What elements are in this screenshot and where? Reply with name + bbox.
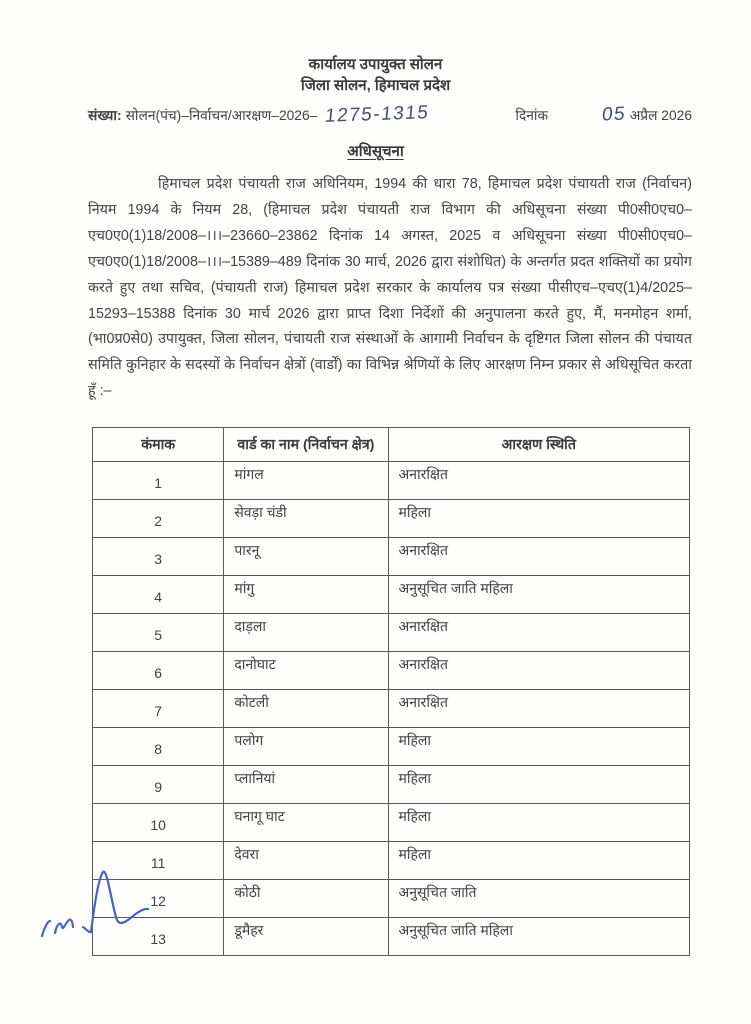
- printed-date: अप्रैल 2026: [629, 108, 692, 123]
- cell-serial: 2: [93, 500, 224, 538]
- cell-serial: 1: [93, 462, 224, 500]
- handwritten-dispatch-number: 1275-1315: [324, 102, 431, 127]
- cell-reservation: महिला: [388, 842, 690, 880]
- cell-reservation: अनुसूचित जाति: [388, 880, 690, 918]
- notification-body-paragraph: हिमाचल प्रदेश पंचायती राज अधिनियम, 1994 की धारा 78, हिमाचल प्रदेश पंचायती राज (निर्वाचन) नियम 1994 के नियम 28, (हिमाचल प्रदेश पंचायती राज विभाग की अधिसूचना संख्या पी0सी0एच0–एच0ए0(1)18/2008–।।।–23660–23862 दिनांक 14 अगस्त, 2025 व अधिसूचना संख्या पी0सी0एच0–एच0ए0(1)18/2008–।।।–15389–489 दिनांक 30 मार्च, 2026 द्वारा संशोधित) के अन्तर्गत प्रदत शक्तियों का प्रयोग करते हुए तथा सचिव, (पंचायती राज) हिमाचल प्रदेश सरकार के कार्यालय पत्र संख्या पीसीएच–एचए(1)4/2025–15293–15388 दिनांक 30 मार्च 2026 द्वारा प्राप्त दिशा निर्देशों की अनुपालना करते हुए, मैं, मनमोहन शर्मा, (भा0प्र0से0) उपायुक्त, जिला सोलन, पंचायती राज संस्थाओं के आगामी निर्वाचन के दृष्टिगत जिला सोलन की पंचायत समिति कुनिहार के सदस्यों के निर्वाचन क्षेत्रों (वार्डों) का विभिन्न श्रेणियों के लिए आरक्षण निम्न प्रकार से अधिसूचित करता हूँ :–: [88, 176, 692, 400]
- header-serial: कंमाक: [93, 428, 224, 462]
- table-row: [93, 576, 690, 614]
- signature-icon: [36, 866, 186, 958]
- cell-ward: पलोग: [224, 728, 388, 766]
- cell-serial: 12: [93, 880, 224, 918]
- office-name: कार्यालय उपायुक्त सोलन: [308, 56, 443, 73]
- cell-reservation: महिला: [388, 804, 690, 842]
- cell-serial: 4: [93, 576, 224, 614]
- cell-ward: मांगु: [224, 576, 388, 614]
- cell-ward: घनागू घाट: [224, 804, 388, 842]
- cell-serial: 7: [93, 690, 224, 728]
- table-row: [93, 538, 690, 576]
- cell-reservation: अनारक्षित: [388, 652, 690, 690]
- cell-serial: 11: [93, 842, 224, 880]
- cell-ward: कोटली: [224, 690, 388, 728]
- table-row: [93, 690, 690, 728]
- header-reservation-status: आरक्षण स्थिति: [388, 428, 690, 462]
- cell-serial: 3: [93, 538, 224, 576]
- notification-title: अधिसूचना: [347, 143, 404, 160]
- table-row: [93, 804, 690, 842]
- table-header: [93, 428, 690, 462]
- cell-serial: 9: [93, 766, 224, 804]
- cell-ward: देवरा: [224, 842, 388, 880]
- reference-number-label: संख्या:: [88, 108, 122, 123]
- table-row: [93, 614, 690, 652]
- cell-ward: पारनू: [224, 538, 388, 576]
- cell-reservation: महिला: [388, 500, 690, 538]
- office-header: [0, 54, 751, 96]
- cell-serial: 13: [93, 918, 224, 956]
- reference-number-text: सोलन(पंच)–निर्वाचन/आरक्षण–2026–: [125, 108, 318, 123]
- table-row: [93, 462, 690, 500]
- date-label: दिनांक: [515, 108, 549, 123]
- cell-ward: कोठी: [224, 880, 388, 918]
- table-row: [93, 500, 690, 538]
- cell-reservation: अनारक्षित: [388, 462, 690, 500]
- cell-reservation: अनुसूचित जाति महिला: [388, 576, 690, 614]
- blue-ink-signature: [36, 866, 186, 958]
- table-row: [93, 652, 690, 690]
- cell-serial: 6: [93, 652, 224, 690]
- cell-ward: दाड़ला: [224, 614, 388, 652]
- table-row: [93, 766, 690, 804]
- handwritten-day: 05: [600, 103, 627, 126]
- office-location: जिला सोलन, हिमाचल प्रदेश: [300, 77, 451, 94]
- cell-ward: सेवड़ा चंडी: [224, 500, 388, 538]
- cell-reservation: अनुसूचित जाति महिला: [388, 918, 690, 956]
- cell-serial: 5: [93, 614, 224, 652]
- cell-serial: 10: [93, 804, 224, 842]
- cell-ward: प्लानियां: [224, 766, 388, 804]
- table-header-row: [93, 428, 690, 462]
- cell-reservation: अनारक्षित: [388, 690, 690, 728]
- cell-ward: मांगल: [224, 462, 388, 500]
- reference-line: [88, 102, 692, 127]
- table-row: [93, 728, 690, 766]
- cell-reservation: महिला: [388, 766, 690, 804]
- cell-ward: दानोघाट: [224, 652, 388, 690]
- header-ward-name: वार्ड का नाम (निर्वाचन क्षेत्र): [224, 428, 388, 462]
- cell-reservation: अनारक्षित: [388, 614, 690, 652]
- cell-ward: डूमैहर: [224, 918, 388, 956]
- cell-reservation: अनारक्षित: [388, 538, 690, 576]
- cell-serial: 8: [93, 728, 224, 766]
- cell-reservation: महिला: [388, 728, 690, 766]
